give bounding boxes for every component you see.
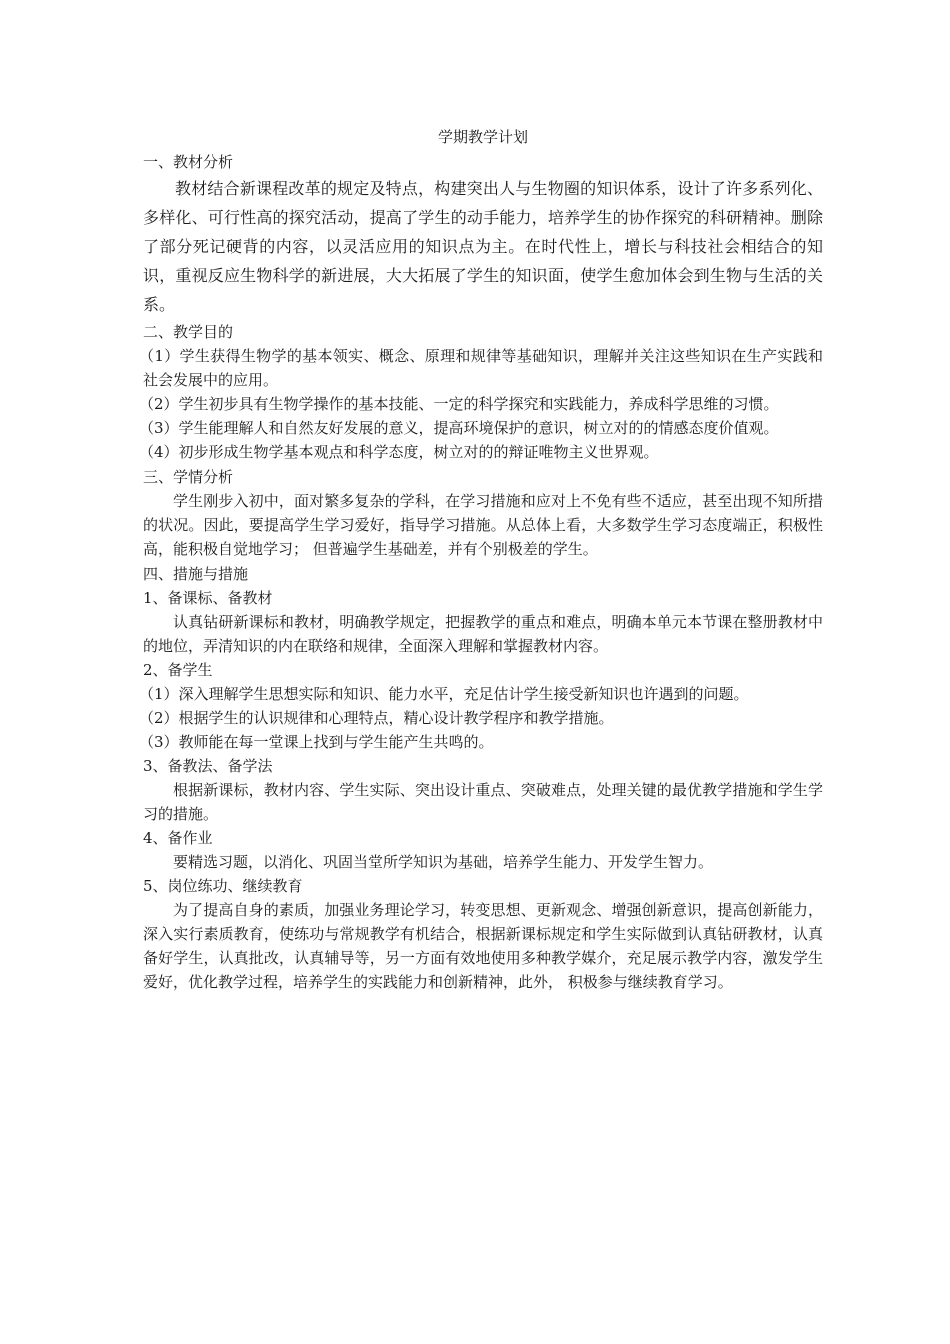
document-title: 学期教学计划: [437, 128, 528, 146]
subsection-body-curriculum: 认真钻研新课标和教材，明确教学规定，把握教学的重点和难点，明确本单元本节课在整册教材中的地位，弄清知识的内在联络和规律，全面深入理解和掌握教材内容。: [143, 613, 823, 655]
section-body-materials: 教材结合新课程改革的规定及特点，构建突出人与生物圈的知识体系，设计了许多系列化、多样化、可行性高的探究活动，提高了学生的动手能力，培养学生的协作探究的科研精神。删除了部分死记硬背的内容，以灵活应用的知识点为主。在时代性上，增长与科技社会相结合的知识，重视反应生物科学的新进展，大大拓展了学生的知识面，使学生愈加体会到生物与生活的关系。: [143, 179, 823, 314]
subsection-heading-students: 2、备学生: [143, 661, 213, 679]
subsection-body-methods: 根据新课标，教材内容、学生实际、突出设计重点、突破难点，处理关键的最优教学措施和学生学习的措施。: [143, 781, 823, 823]
section-heading-goals: 二、教学目的: [143, 323, 234, 341]
subsection-heading-homework: 4、备作业: [143, 829, 213, 847]
student-prep-item: （1）深入理解学生思想实际和知识、能力水平，充足估计学生接受新知识也许遇到的问题。: [139, 685, 749, 703]
subsection-heading-curriculum: 1、备课标、备教材: [143, 589, 273, 607]
subsection-heading-training: 5、岗位练功、继续教育: [143, 877, 303, 895]
subsection-heading-methods: 3、备教法、备学法: [143, 757, 273, 775]
section-heading-materials: 一、教材分析: [143, 153, 234, 171]
subsection-body-homework: 要精选习题，以消化、巩固当堂所学知识为基础，培养学生能力、开发学生智力。: [173, 853, 714, 871]
goal-item: （2）学生初步具有生物学操作的基本技能、一定的科学探究和实践能力，养成科学思维的习惯。: [139, 395, 779, 413]
goal-item: （3）学生能理解人和自然友好发展的意义，提高环境保护的意识，树立对的的情感态度价值观。: [139, 419, 779, 437]
goal-item: （4）初步形成生物学基本观点和科学态度，树立对的的辩证唯物主义世界观。: [139, 443, 659, 461]
section-body-students: 学生刚步入初中，面对繁多复杂的学科，在学习措施和应对上不免有些不适应，甚至出现不知所措的状况。因此，要提高学生学习爱好，指导学习措施。从总体上看，大多数学生学习态度端正，积极性高，能积极自觉地学习； 但普遍学生基础差，并有个别极差的学生。: [143, 492, 823, 558]
student-prep-item: （2）根据学生的认识规律和心理特点，精心设计教学程序和教学措施。: [139, 709, 614, 727]
section-heading-measures: 四、措施与措施: [143, 565, 249, 583]
subsection-body-training: 为了提高自身的素质，加强业务理论学习，转变思想、更新观念、增强创新意识，提高创新能力，深入实行素质教育，使练功与常规教学有机结合，根据新课标规定和学生实际做到认真钻研教材，认真备好学生，认真批改，认真辅导等，另一方面有效地使用多种教学媒介，充足展示教学内容，激发学生爱好，优化教学过程，培养学生的实践能力和创新精神，此外， 积极参与继续教育学习。: [143, 901, 823, 991]
student-prep-item: （3）教师能在每一堂课上找到与学生能产生共鸣的。: [139, 733, 494, 751]
section-heading-students: 三、学情分析: [143, 468, 234, 486]
goal-item: （1）学生获得生物学的基本领实、概念、原理和规律等基础知识，理解并关注这些知识在生产实践和社会发展中的应用。: [139, 347, 823, 389]
document-content: [139, 126, 823, 994]
